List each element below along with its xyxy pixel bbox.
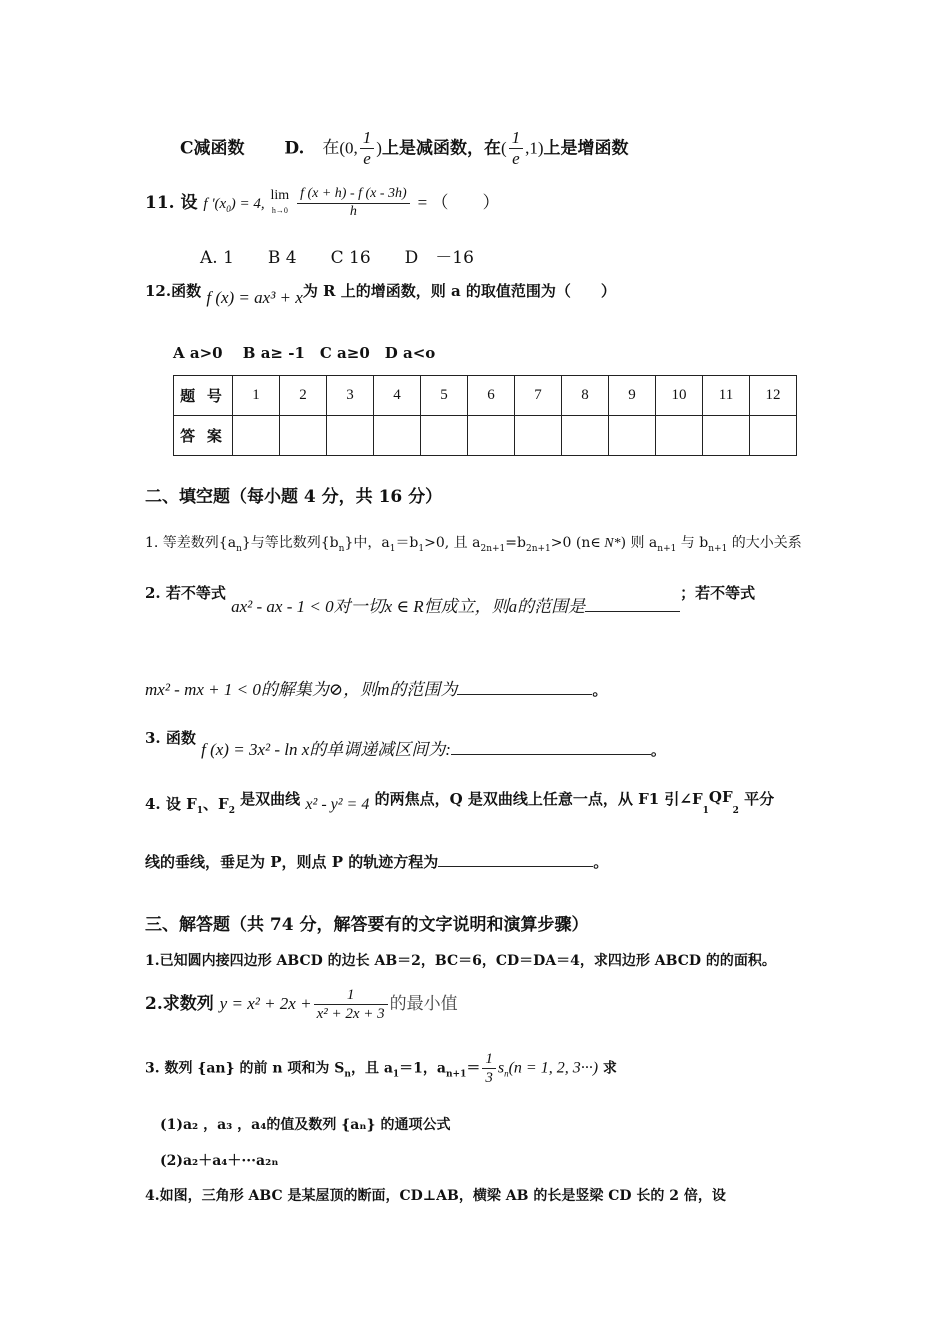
s2-q4-formula: x² - y² = 4 (305, 796, 370, 813)
answer-cell[interactable] (374, 416, 421, 456)
answer-table-row-answers (174, 416, 797, 456)
q10-fraction-2: $\frac{1}{e}$ (509, 128, 524, 170)
s3-q3-sub1: (1)a₂ ，a₃ ，a₄的值及数列 {aₙ} 的通项公式 (160, 1117, 451, 1133)
s2-q3-label: 3. 函数 (145, 729, 196, 747)
q10-text1: 上是减函数，在 (381, 138, 501, 159)
s2-q2-line2 (145, 675, 607, 700)
answer-cell[interactable] (515, 416, 562, 456)
q12-options: A a>0 B a≥ -1 C a≥0 D a<o (173, 344, 436, 362)
answer-table-num-11: 11 (703, 376, 750, 416)
s2-q4-blank[interactable] (438, 866, 593, 867)
section3-title: 三、解答题（共 74 分，解答要有的文字说明和演算步骤） (145, 915, 589, 935)
q12-label: 12.函数 (145, 282, 202, 300)
s2-q2-formula-2: mx² - mx + 1 < 0的解集为⊘，则m的范围为 (145, 680, 458, 699)
s2-q4-line1: 4. 设 $F_1$、$F_2$ 是双曲线 x² - y² = 4 的两焦点，Q 是双曲线上任意一点，从 F1 引$\angle F_1QF_2$ 平分 (145, 788, 775, 816)
s3-q2-fraction: $\frac{1}{\text{x² + 2x + 3}}$ (314, 986, 388, 1023)
s3-q2-label: 2.求数列 (145, 994, 214, 1014)
q10-option-c: C减函数 (180, 138, 245, 159)
answer-cell[interactable] (562, 416, 609, 456)
answer-table-num-10: 10 (656, 376, 703, 416)
answer-table-num-9: 9 (609, 376, 656, 416)
s2-q2-tail: ；若不等式 (680, 584, 756, 602)
answer-table-num-1: 1 (233, 376, 280, 416)
s2-q2-line2-tail: 。 (592, 681, 608, 699)
s2-q3-tail: 。 (650, 741, 666, 759)
answer-cell[interactable] (703, 416, 750, 456)
q11-options: A. 1 B 4 C 16 D －16 (200, 248, 474, 268)
s2-q2-line1 (145, 582, 755, 617)
q11-label: 11. 设 (145, 192, 198, 213)
q12-formula: f (x) = ax³ + x (206, 288, 303, 307)
answer-table-num-5: 5 (421, 376, 468, 416)
answer-table-row-numbers (174, 376, 797, 416)
s3-q4: 4.如图，三角形 ABC 是某屋顶的断面，CD⊥AB，横梁 AB 的长是竖梁 CD 长的 2 倍，设 (145, 1188, 726, 1204)
section2-title: 二、填空题（每小题 4 分，共 16 分） (145, 487, 443, 507)
q10-interval1-left: (0, (339, 138, 358, 158)
q11-line (145, 186, 500, 221)
answer-table-num-2: 2 (280, 376, 327, 416)
s2-q2-blank-1[interactable] (585, 611, 680, 612)
q10-text2: 上是增函数 (543, 138, 629, 159)
q11-tail: = （ ） (417, 192, 500, 212)
answer-table-num-4: 4 (374, 376, 421, 416)
q10-interval2-left: ( (500, 138, 507, 158)
s2-q2-blank-2[interactable] (457, 694, 592, 695)
answer-cell[interactable] (327, 416, 374, 456)
s3-q3: 3. 数列 {an} 的前 n 项和为 $S_n$，且 $a_1=1$，$a_{n+1}=$ $\frac{1}{3}$ $s_n(n = 1$, 2, 3···) 求 (145, 1051, 617, 1086)
answer-cell[interactable] (280, 416, 327, 456)
s2-q4-line2: 线的垂线，垂足为 P，则点 P 的轨迹方程为 。 (145, 853, 609, 871)
q10-interval1-right: ) (376, 138, 382, 158)
answer-table-num-3: 3 (327, 376, 374, 416)
s2-q3-formula: f (x) = 3x² - ln x的单调递减区间为: (201, 740, 451, 759)
q10-fraction-1: $\frac{1}{e}$ (360, 128, 375, 170)
s2-q3-blank[interactable] (451, 754, 651, 755)
answer-cell[interactable] (656, 416, 703, 456)
s2-q2-label: 2. 若不等式 (145, 584, 226, 602)
q10-option-d-label: D. (284, 138, 305, 159)
answer-cell[interactable] (233, 416, 280, 456)
answer-table-num-6: 6 (468, 376, 515, 416)
answer-cell[interactable] (609, 416, 656, 456)
s3-q3-sub2: (2)a₂＋a₄＋···a₂ₙ (160, 1153, 279, 1169)
q10-zai1: 在 (322, 138, 340, 158)
answer-table-header-answer: 答 案 (174, 416, 233, 456)
answer-cell[interactable] (421, 416, 468, 456)
answer-cell[interactable] (468, 416, 515, 456)
q10-options-cd (180, 128, 629, 170)
q12-text: 为 R 上的增函数，则 a 的取值范围为（ ） (302, 282, 616, 300)
answer-table-num-8: 8 (562, 376, 609, 416)
s3-q3-fraction: $\frac{1}{3}$ (482, 1050, 496, 1087)
q12-line (145, 280, 616, 308)
q11-fraction: $\frac{f (x + h) - f (x - 3h)}{h}$ (297, 186, 410, 221)
answer-cell[interactable] (750, 416, 797, 456)
answer-table-num-7: 7 (515, 376, 562, 416)
q11-derivative: f '$(x_0) = 4$, (203, 195, 265, 214)
q10-interval2-right: ,1) (525, 138, 544, 158)
s3-q1: 1.已知圆内接四边形 ABCD 的边长 AB＝2，BC＝6，CD＝DA＝4，求四边形 ABCD 的的面积。 (145, 953, 776, 969)
answer-table (173, 375, 797, 456)
s2-q1: 1. 等差数列$\{a_n\}$与等比数列$\{b_n\}$中，$a_1=b_1>0$, 且 $a_{2n+1}=b_{2n+1}>0$ (n∈ N*) 则 $a_{n+1}$ 与 $b_{n+1}$ 的大小关系 (145, 535, 802, 554)
answer-table-header-number: 题 号 (174, 376, 233, 416)
s3-q2-formula: y = x² + 2x + (219, 994, 312, 1013)
s2-q3 (145, 727, 666, 760)
s2-q2-formula: ax² - ax - 1 < 0对一切x ∈ R恒成立，则a的范围是 (231, 597, 586, 616)
answer-table-num-12: 12 (750, 376, 797, 416)
s3-q2-tail: 的最小值 (389, 994, 458, 1013)
s3-q2 (145, 986, 458, 1023)
q11-limit: lim h→0 (270, 188, 290, 216)
